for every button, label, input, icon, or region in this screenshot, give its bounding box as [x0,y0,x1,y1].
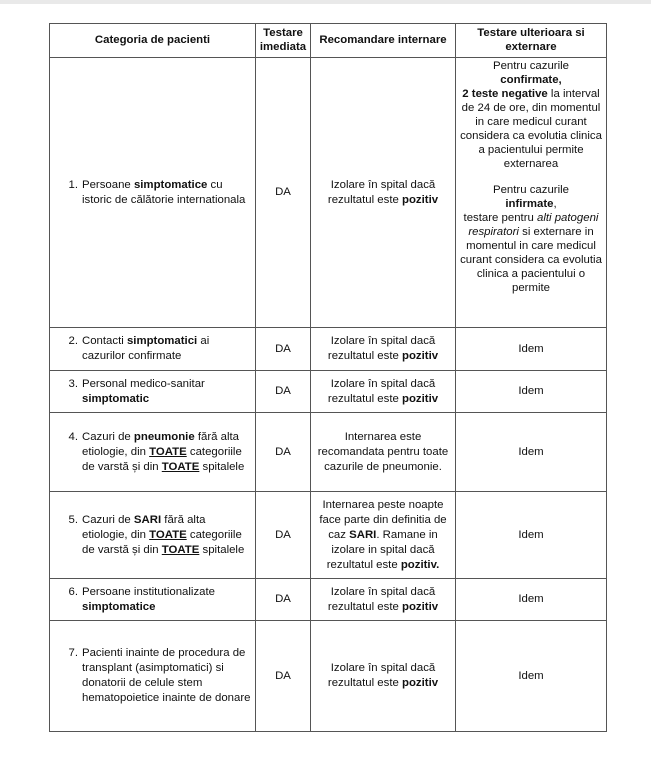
row-number: 6. [68,585,78,598]
header-immediate-testing: Testare imediata [256,24,311,58]
immediate-testing-cell: DA [256,328,311,371]
category-cell [50,58,256,328]
row-number: 7. [68,647,78,659]
row-number: 3. [68,377,78,390]
category-cell [50,413,256,492]
row-number: 2. [68,335,78,347]
further-testing-cell: Idem [456,492,607,579]
recommendation-cell: Izolare în spital dacă rezultatul este pozitiv [311,371,456,413]
table-row [50,371,607,413]
category-cell [50,328,256,371]
category-cell [50,621,256,732]
table-row [50,58,607,328]
table-row [50,328,607,371]
recommendation-cell: Internarea este recomandata pentru toate cazurile de pneumonie. [311,413,456,492]
header-admission-recommendation: Recomandare internare [311,24,456,58]
recommendation-cell: Izolare în spital dacă rezultatul este pozitiv [311,58,456,328]
category-text: Pacienti inainte de procedura de transplant (asimptomatici) si donatorii de celule stem hematopoietice inainte de donare [82,647,251,704]
immediate-testing-cell: DA [256,579,311,621]
header-category: Categoria de pacienti [50,24,256,58]
row-number: 4. [68,430,78,443]
table-header-row [50,24,607,58]
further-testing-cell: Idem [456,579,607,621]
category-cell [50,371,256,413]
immediate-testing-cell: DA [256,413,311,492]
patient-testing-table [49,23,607,732]
category-text: Cazuri de SARI fără alta etiologie, din TOATE categoriile de varstă și din TOATE spitalele [82,513,245,556]
further-testing-cell: Idem [456,621,607,732]
category-text: Personal medico-sanitar simptomatic [82,377,205,405]
further-testing-cell: Idem [456,328,607,371]
immediate-testing-cell: DA [256,621,311,732]
category-text: Persoane institutionalizate simptomatice [82,585,215,613]
immediate-testing-cell: DA [256,492,311,579]
category-cell [50,492,256,579]
category-text: Cazuri de pneumonie fără alta etiologie, din TOATE categoriile de varstă și din TOATE spitalele [82,430,245,473]
further-testing-cell: Pentru cazurile confirmate, 2 teste negative la interval de 24 de ore, din momentul in care medicul curant considera ca evolutia clinica a pacientului permite externarea Pentru cazurile infirmate, testare pentru alti patogeni respiratori si externare in momentul in care medicul curant considera ca evolutia clinica a pacientului o permite [456,58,607,328]
recommendation-cell: Izolare în spital dacă rezultatul este pozitiv [311,579,456,621]
recommendation-cell: Internarea peste noapte face parte din definitia de caz SARI. Ramane in izolare in spital dacă rezultatul este pozitiv. [311,492,456,579]
table-row [50,579,607,621]
further-testing-cell: Idem [456,413,607,492]
table-row [50,621,607,732]
category-text: Contacti simptomatici ai cazurilor confirmate [82,335,210,362]
immediate-testing-cell: DA [256,371,311,413]
row-number: 5. [68,513,78,526]
page-top-edge [0,0,651,4]
immediate-testing-cell: DA [256,58,311,328]
category-cell [50,579,256,621]
category-text: Persoane simptomatice cu istoric de călătorie internationala [82,178,246,206]
row-number: 1. [68,178,78,191]
table-row [50,492,607,579]
table-row [50,413,607,492]
header-further-testing: Testare ulterioara si externare [456,24,607,58]
recommendation-cell: Izolare în spital dacă rezultatul este pozitiv [311,328,456,371]
further-testing-cell: Idem [456,371,607,413]
recommendation-cell: Izolare în spital dacă rezultatul este pozitiv [311,621,456,732]
